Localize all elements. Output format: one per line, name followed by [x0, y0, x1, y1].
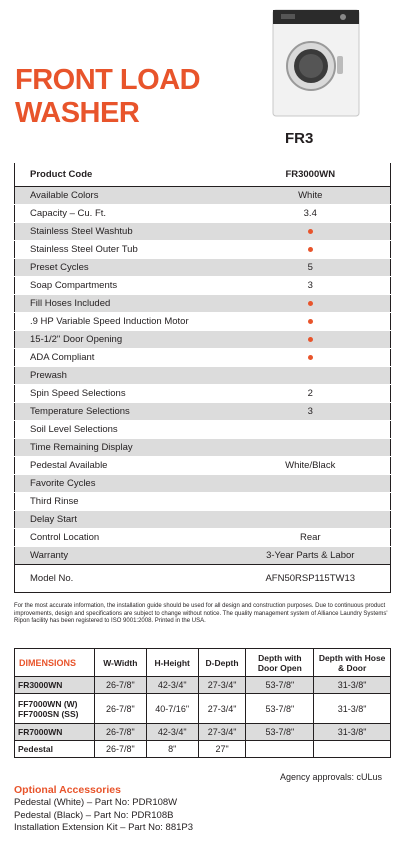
spec-row: [15, 223, 391, 241]
dimension-value: 42-3/4": [146, 724, 198, 741]
accessory-item: Pedestal (White) – Part No: PDR108W: [14, 797, 178, 808]
dimension-value: 8": [146, 741, 198, 758]
spec-value: White: [231, 187, 391, 205]
spec-row: [15, 349, 391, 367]
spec-value: [231, 493, 391, 511]
dimensions-row: [15, 724, 391, 741]
spec-value: Rear: [231, 529, 391, 547]
feature-dot-icon: [231, 241, 391, 259]
spec-label: Available Colors: [15, 187, 231, 205]
spec-label: Prewash: [15, 367, 231, 385]
dimensions-header: DIMENSIONS: [15, 649, 95, 677]
feature-dot-icon: [231, 313, 391, 331]
disclaimer-note: For the most accurate information, the installation guide should be used for all design and construction purposes. Due to continuous product improvements, design and specifications are subject to change without notice. The quality management system of Alliance Laundry Systems' Ripon facility has been registered to ISO 9001:2008. Printed in the USA.: [14, 603, 388, 625]
spec-label: Soap Compartments: [15, 277, 231, 295]
accessories-list: [14, 797, 193, 835]
spec-value: 5: [231, 259, 391, 277]
feature-dot-icon: [231, 331, 391, 349]
spec-row: [15, 241, 391, 259]
spec-value: 3: [231, 403, 391, 421]
spec-label: Time Remaining Display: [15, 439, 231, 457]
spec-row: [15, 385, 391, 403]
spec-label: Capacity – Cu. Ft.: [15, 205, 231, 223]
spec-row: [15, 421, 391, 439]
spec-row: [15, 439, 391, 457]
spec-row: [15, 475, 391, 493]
depth-door-header: Depth with Door Open: [246, 649, 314, 677]
model-heading: FR3: [285, 130, 314, 147]
spec-label: Control Location: [15, 529, 231, 547]
accessory-item: Pedestal (Black) – Part No: PDR108B: [14, 809, 174, 821]
spec-value: 3.4: [231, 205, 391, 223]
dimension-value: 31-3/8": [314, 724, 391, 741]
model-row: [15, 565, 391, 593]
spec-label: Stainless Steel Washtub: [15, 223, 231, 241]
spec-value: [231, 475, 391, 493]
spec-row: [15, 295, 391, 313]
spec-value: [231, 367, 391, 385]
feature-dot-icon: [308, 337, 313, 342]
feature-dot-icon: [308, 301, 313, 306]
dimension-value: 53-7/8": [246, 694, 314, 724]
spec-row: [15, 457, 391, 475]
spec-label: Spin Speed Selections: [15, 385, 231, 403]
spec-row: [15, 313, 391, 331]
spec-row: [15, 187, 391, 205]
spec-header-label: Product Code: [15, 163, 231, 187]
agency-approvals: Agency approvals: cULus: [280, 772, 383, 782]
spec-row: [15, 403, 391, 421]
spec-row: [15, 511, 391, 529]
spec-value: 3: [231, 277, 391, 295]
spec-label: ADA Compliant: [15, 349, 231, 367]
feature-dot-icon: [308, 229, 313, 234]
dimension-value: 42-3/4": [146, 677, 198, 694]
width-header: W-Width: [94, 649, 146, 677]
spec-label: Delay Start: [15, 511, 231, 529]
spec-value: [231, 421, 391, 439]
spec-value: White/Black: [231, 457, 391, 475]
spec-value: 2: [231, 385, 391, 403]
height-header: H-Height: [146, 649, 198, 677]
title-line-1: FRONT LOAD: [15, 64, 201, 96]
spec-row: [15, 367, 391, 385]
product-name: Pedestal: [15, 741, 95, 758]
dimension-value: [314, 741, 391, 758]
feature-dot-icon: [231, 295, 391, 313]
spec-label: Temperature Selections: [15, 403, 231, 421]
spec-label: Preset Cycles: [15, 259, 231, 277]
feature-dot-icon: [231, 223, 391, 241]
spec-value: [231, 439, 391, 457]
depth-header: D-Depth: [198, 649, 246, 677]
spec-label: Warranty: [15, 547, 231, 565]
spec-table: [14, 162, 391, 593]
spec-header-row: [15, 163, 391, 187]
dimension-value: 27-3/4": [198, 724, 246, 741]
dimensions-table: [14, 648, 391, 758]
spec-label: Soil Level Selections: [15, 421, 231, 439]
spec-label: 15-1/2" Door Opening: [15, 331, 231, 349]
spec-label: Fill Hoses Included: [15, 295, 231, 313]
dimension-value: 53-7/8": [246, 677, 314, 694]
spec-label: Favorite Cycles: [15, 475, 231, 493]
model-value: AFN50RSP115TW13: [231, 565, 391, 593]
spec-row: [15, 205, 391, 223]
dimension-value: 26-7/8": [94, 677, 146, 694]
dimension-value: 26-7/8": [94, 741, 146, 758]
dimension-value: [246, 741, 314, 758]
spec-row: [15, 259, 391, 277]
feature-dot-icon: [308, 319, 313, 324]
spec-header-value: FR3000WN: [231, 163, 391, 187]
dimension-value: 26-7/8": [94, 724, 146, 741]
spec-label: Third Rinse: [15, 493, 231, 511]
product-name: FR7000WN: [15, 724, 95, 741]
spec-value: [231, 511, 391, 529]
feature-dot-icon: [231, 349, 391, 367]
product-name: FF7000WN (W) FF7000SN (SS): [15, 694, 95, 724]
washer-image: [271, 8, 361, 118]
spec-row: [15, 493, 391, 511]
dimensions-row: [15, 741, 391, 758]
dimension-value: 27": [198, 741, 246, 758]
dimensions-row: [15, 677, 391, 694]
dimension-value: 27-3/4": [198, 677, 246, 694]
dimension-value: 40-7/16": [146, 694, 198, 724]
accessory-item: Installation Extension Kit – Part No: 881P3: [14, 822, 194, 833]
spec-value: 3-Year Parts & Labor: [231, 547, 391, 565]
dimension-value: 31-3/8": [314, 694, 391, 724]
accessories-title: Optional Accessories: [14, 784, 121, 796]
dimension-value: 53-7/8": [246, 724, 314, 741]
dimension-value: 31-3/8": [314, 677, 391, 694]
feature-dot-icon: [308, 355, 313, 360]
dimensions-header-row: [15, 649, 391, 677]
depth-hose-header: Depth with Hose & Door: [314, 649, 391, 677]
spec-row: [15, 547, 391, 565]
model-label: Model No.: [15, 565, 231, 593]
dimensions-row: [15, 694, 391, 724]
spec-row: [15, 277, 391, 295]
spec-label: Stainless Steel Outer Tub: [15, 241, 231, 259]
page-title: [15, 64, 200, 130]
spec-row: [15, 529, 391, 547]
dimension-value: 27-3/4": [198, 694, 246, 724]
spec-label: Pedestal Available: [15, 457, 231, 475]
spec-label: .9 HP Variable Speed Induction Motor: [15, 313, 231, 331]
feature-dot-icon: [308, 247, 313, 252]
title-line-2: WASHER: [15, 97, 140, 129]
dimension-value: 26-7/8": [94, 694, 146, 724]
product-name: FR3000WN: [15, 677, 95, 694]
spec-row: [15, 331, 391, 349]
